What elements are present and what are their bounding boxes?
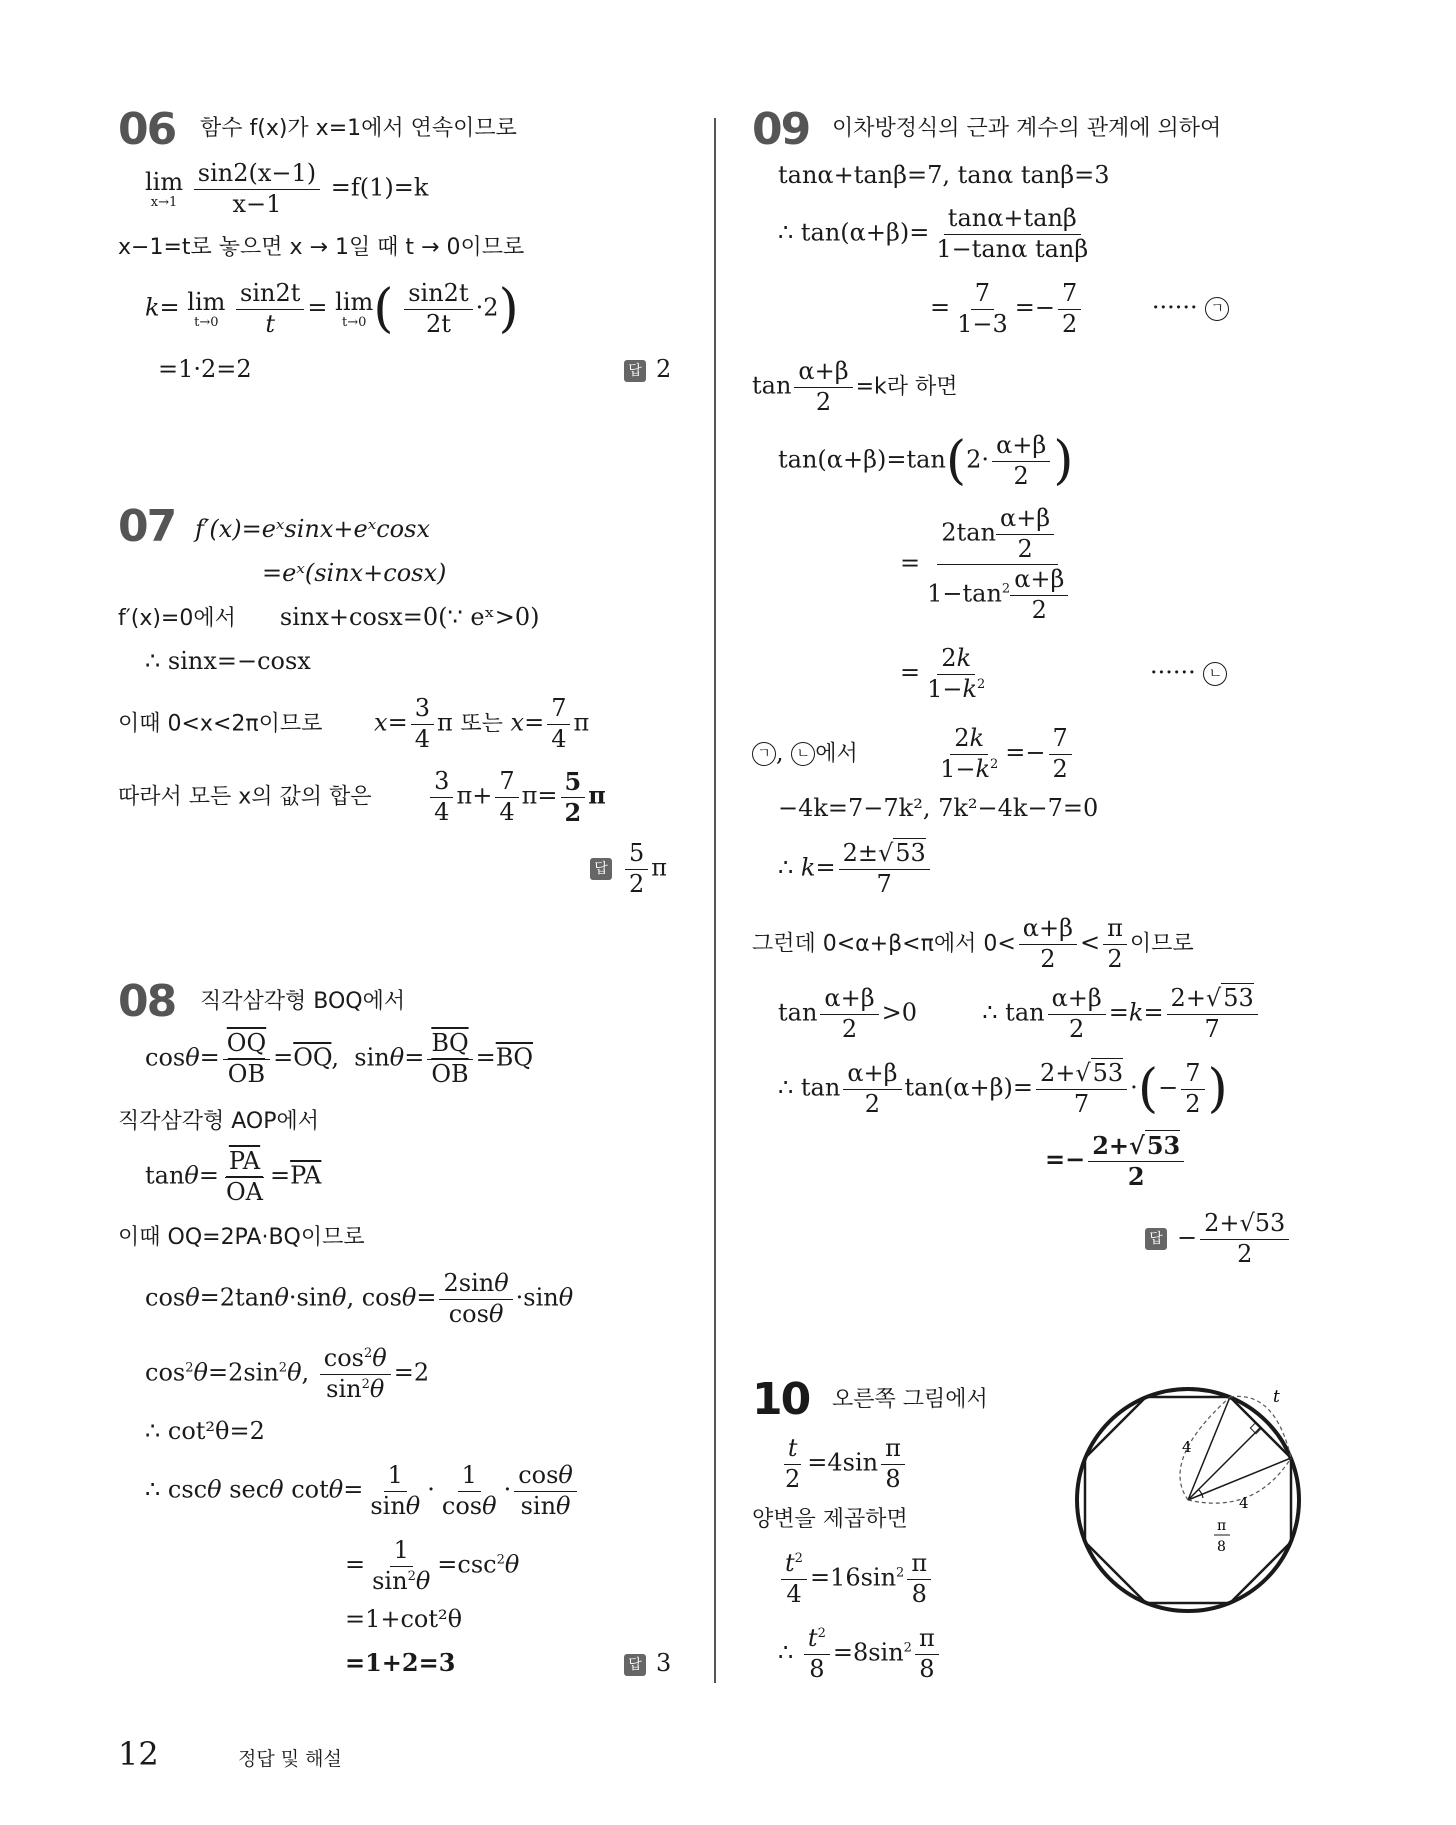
marker-circle-1b: ㄱ xyxy=(752,742,776,766)
marker-circle-2: ㄴ xyxy=(1203,662,1227,686)
p09-eq1: = $\frac{7}{1-3}$ =− $\frac{7}{2}$ ······ ㄱ xyxy=(930,280,1229,338)
p09-product: ∴ tan $\frac{\alpha+\beta}{2}$ tan(α+β)= $\frac{2+√53}{7}$ ·(− $\frac{7}{2}$ ) xyxy=(778,1059,1228,1120)
page-number: 12 xyxy=(118,1735,159,1773)
answer-icon: 답 xyxy=(624,1654,646,1676)
p09-k-value: ∴ k= $\frac{2\pm√53}{7}$ xyxy=(778,840,933,898)
p08-cos-expr: cosθ=2tanθ·sinθ, cosθ= $\frac{2\sin\theta}{\cos\theta}$ ·sinθ xyxy=(145,1269,574,1328)
p08-cos-sin: cosθ= $\frac{\overline{OQ}}{OB}$ $=\overline{OQ}$, sinθ= $\frac{\overline{BQ}}{OB}$ $=\overline{BQ}$ xyxy=(145,1029,534,1088)
p06-result: =1·2=2 xyxy=(158,355,252,383)
problem-number-07: 07 xyxy=(118,501,176,552)
p09-range: 그런데 0<α+β<π에서 0< $\frac{\alpha+\beta}{2}$ < $\frac{\pi}{2}$ 이므로 xyxy=(752,914,1194,973)
fig-label-t: t xyxy=(1273,1387,1280,1407)
marker-circle-2b: ㄴ xyxy=(791,742,815,766)
p06-answer: 답 2 xyxy=(624,356,671,382)
fig-label-4a: 4 xyxy=(1182,1438,1192,1456)
p06-intro: 함수 f(x)가 x=1에서 연속이므로 xyxy=(200,116,517,141)
p07-factored: =eˣ(sinx+cosx) xyxy=(262,559,447,587)
p08-step-b: =1+2=3 xyxy=(345,1648,456,1677)
p09-final: =− $\frac{2+√53}{2}$ xyxy=(1045,1132,1187,1190)
p09-let-k: tan $\frac{\alpha+\beta}{2}$ =k라 하면 xyxy=(752,357,958,416)
p10-squared-eq: $\frac{t^2}{4}$ $=16\sin^2$ $\frac{\pi}{8}$ xyxy=(778,1550,934,1608)
p08-cot: ∴ cot²θ=2 xyxy=(145,1417,265,1445)
p08-product: ∴ cscθ secθ cotθ= $\frac{1}{\sin\theta}$ · $\frac{1}{\cos\theta}$ · $\frac{\cos\theta}{\sin\theta}$ xyxy=(145,1462,580,1520)
fig-label-pi: π xyxy=(1217,1518,1227,1534)
p08-step-a: =1+cot²θ xyxy=(345,1605,463,1633)
octagon-figure xyxy=(1065,1380,1325,1630)
p08-intro: 직각삼각형 BOQ에서 xyxy=(200,989,406,1014)
p06-k-line: k= lim t→0 $\frac{\sin 2t}{t}$ = lim t→0 ( $\frac{\sin 2t}{2t}$ ·2) xyxy=(145,279,519,340)
p09-double-angle-frac: = 2tan $\frac{\alpha+\beta}{2}$ $1-\tan^2$ $\frac{\alpha+\beta}{2}$ xyxy=(900,505,1075,624)
p09-double-angle: tan(α+β)=tan(2· $\frac{\alpha+\beta}{2}$ ) xyxy=(778,431,1074,492)
p06-limit-line: lim x→1 $\frac{\sin 2(x-1)}{x-1}$ =f(1)=k xyxy=(145,159,429,218)
p07-derivative: f′(x)=eˣsinx+eˣcosx xyxy=(195,515,430,543)
p07-zero-condition: f′(x)=0에서 sinx+cosx=0(∵ eˣ>0) xyxy=(118,603,540,631)
problem-number-10: 10 xyxy=(752,1374,810,1425)
p08-aop: 직각삼각형 AOP에서 xyxy=(118,1109,320,1134)
problem-number-09: 09 xyxy=(752,104,810,155)
p07-sin-eq: ∴ sinx=−cosx xyxy=(145,647,311,675)
p08-relation: 이때 OQ=2PA·BQ이므로 xyxy=(118,1225,365,1250)
p07-solutions: 이때 0<x<2π이므로 x= $\frac{3}{4}$ π 또는 x= $\frac{7}{4}$ π xyxy=(118,694,590,753)
p09-quadratic: −4k=7−7k², 7k²−4k−7=0 xyxy=(778,794,1099,822)
marker-circle-1: ㄱ xyxy=(1205,297,1229,321)
answer-icon: 답 xyxy=(624,360,646,382)
p09-tan-sum: ∴ tan(α+β)= $\frac{\tan\alpha+\tan\beta}{\text{1−tanα tanβ}}$ xyxy=(778,204,1089,263)
column-divider xyxy=(714,118,716,1683)
fig-label-4b: 4 xyxy=(1239,1494,1249,1512)
p09-combine: ㄱ , ㄴ 에서 $\frac{2k}{1-k^2}$ =− $\frac{7}{2}$ xyxy=(752,725,1075,783)
p10-intro: 오른쪽 그림에서 xyxy=(832,1387,988,1412)
p10-square: 양변을 제곱하면 xyxy=(752,1507,908,1532)
p06-substitution: x−1=t로 놓으면 x → 1일 때 t → 0이므로 xyxy=(118,235,525,260)
p08-tan: tanθ= $\frac{\overline{PA}}{OA}$ $=\overline{PA}$ xyxy=(145,1147,322,1206)
p08-csc-sq: = $\frac{1}{\sin^2\theta}$ $=\csc^2\theta$ xyxy=(345,1536,520,1595)
problem-number-08: 08 xyxy=(118,976,176,1027)
answer-icon: 답 xyxy=(590,858,612,880)
p08-cos-sq: $\cos^2\theta=2\sin^2\theta$, $\frac{\cos^2\theta}{\sin^2\theta}$ =2 xyxy=(145,1344,430,1403)
problem-number-06: 06 xyxy=(118,104,176,155)
p07-answer: 답 $\frac{5}{2}$ π xyxy=(590,840,667,898)
p09-vieta: tanα+tanβ=7, tanα tanβ=3 xyxy=(778,161,1110,189)
p10-half-t: $\frac{t}{2}$ =4sin $\frac{\pi}{8}$ xyxy=(778,1435,908,1493)
footer-title: 정답 및 해설 xyxy=(238,1748,342,1770)
p09-eq2: = $\frac{2k}{1-k^2}$ ······ ㄴ xyxy=(900,645,1227,703)
fig-label-8: 8 xyxy=(1217,1539,1226,1555)
answer-icon: 답 xyxy=(1145,1228,1167,1250)
p09-positive: tan $\frac{\alpha+\beta}{2}$ >0 ∴ tan $\frac{\alpha+\beta}{2}$ =k= $\frac{2+√53}{7}$ xyxy=(778,985,1261,1043)
p07-sum: 따라서 모든 x의 값의 합은 $\frac{3}{4}$ π+ $\frac{7}{4}$ π= $\frac{5}{2}$ π xyxy=(118,767,606,827)
p10-result: ∴ $\frac{t^2}{8}$ $=8\sin^2$ $\frac{\pi}{8}$ xyxy=(778,1625,942,1683)
p09-answer: 답 − $\frac{2+√53}{2}$ xyxy=(1145,1210,1292,1268)
p09-intro: 이차방정식의 근과 계수의 관계에 의하여 xyxy=(832,116,1222,141)
p08-answer: 답 3 xyxy=(624,1650,671,1676)
